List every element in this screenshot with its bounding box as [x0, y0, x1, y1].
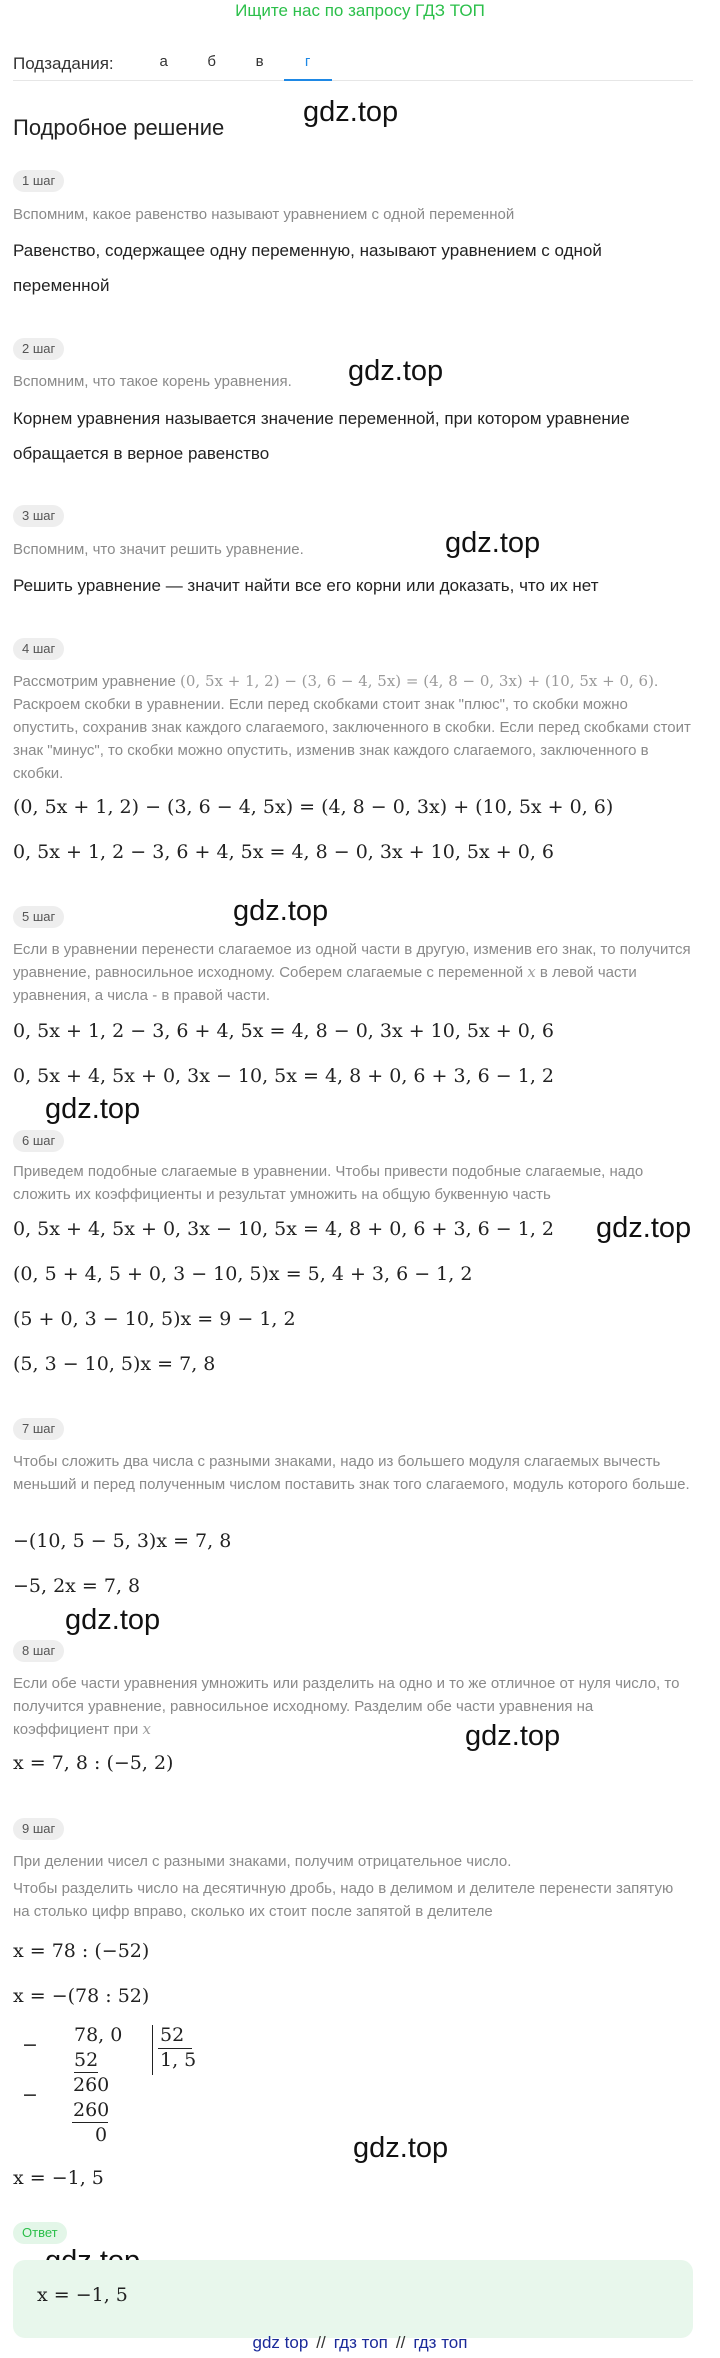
watermark: gdz.top	[465, 1720, 561, 1752]
watermark: gdz.top	[596, 1212, 692, 1244]
answer-value: x = −1, 5	[37, 2284, 128, 2306]
division-bar	[152, 2025, 153, 2075]
watermark: gdz.top	[303, 96, 399, 128]
step-badge: 6 шаг	[13, 1130, 64, 1152]
step-badge: 4 шаг	[13, 638, 64, 660]
answer-box	[13, 2260, 693, 2338]
footer-link[interactable]: gdz top	[252, 2333, 309, 2352]
division-quotient: 1, 5	[160, 2049, 197, 2071]
step-badge: 1 шаг	[13, 170, 64, 192]
division-final-remainder: 0	[95, 2124, 108, 2146]
step-text: Решить уравнение — значит найти все его корни или доказать, что их нет	[13, 576, 599, 595]
page-title: Подробное решение	[13, 115, 225, 140]
step-badge: 8 шаг	[13, 1640, 64, 1662]
step-badge: 7 шаг	[13, 1418, 64, 1440]
step-text: Равенство, содержащее одну переменную, называют уравнением с одной переменной	[13, 241, 602, 295]
step-badge: 2 шаг	[13, 338, 64, 360]
division-subtrahend: 260	[73, 2099, 110, 2121]
hint-text: Если в уравнении перенести слагаемое из одной части в другую, изменив его знак, то получится уравнение, равносильное исходному. Соберем слагаемые с переменной	[13, 941, 691, 981]
step-hint: Приведем подобные слагаемые в уравнении. Чтобы привести подобные слагаемые, надо сложить их коэффициенты и результат умножить на общую буквенную часть	[13, 1163, 644, 1203]
watermark: gdz.top	[348, 355, 444, 387]
hint-math: (0, 5x + 1, 2) − (3, 6 − 4, 5x) = (4, 8 − 0, 3x) + (10, 5x + 0, 6)	[180, 672, 654, 690]
step-badge: 5 шаг	[13, 906, 64, 928]
step-hint: Вспомним, какое равенство называют уравнением с одной переменной	[13, 206, 515, 223]
equation: −5, 2x = 7, 8	[13, 1575, 141, 1597]
watermark: gdz.top	[45, 1093, 141, 1125]
footer-link[interactable]: гдз топ	[333, 2333, 388, 2352]
step-hint	[13, 1672, 693, 1741]
division-remainder: 260	[73, 2074, 110, 2096]
step-hint: Чтобы сложить два числа с разными знаками, надо из большего модуля слагаемых вычесть меньший и перед полученным числом поставить знак того слагаемого, модуль которого больше.	[13, 1453, 690, 1493]
division-dividend: 78, 0	[74, 2024, 123, 2046]
equation: (5, 3 − 10, 5)x = 7, 8	[13, 1353, 216, 1375]
subtasks-label: Подзадания:	[13, 54, 114, 73]
step-text: Корнем уравнения называется значение переменной, при котором уравнение обращается в верное равенство	[13, 409, 630, 463]
step-badge: 9 шаг	[13, 1818, 64, 1840]
tab-a[interactable]: а	[159, 53, 168, 70]
tab-v[interactable]: в	[255, 53, 264, 70]
equation: 0, 5x + 4, 5x + 0, 3x − 10, 5x = 4, 8 + 0, 6 + 3, 6 − 1, 2	[13, 1218, 554, 1240]
footer-links	[0, 2333, 720, 2353]
division-line	[72, 2122, 108, 2123]
equation: 0, 5x + 1, 2 − 3, 6 + 4, 5x = 4, 8 − 0, 3x + 10, 5x + 0, 6	[13, 1020, 554, 1042]
equation: (0, 5 + 4, 5 + 0, 3 − 10, 5)x = 5, 4 + 3, 6 − 1, 2	[13, 1263, 473, 1285]
hint-text: . Раскроем скобки в уравнении. Если перед скобками стоит знак "плюс", то скобки можно опустить, сохранив знак каждого слагаемого, заключенного в скобки. Если перед скобками стоит знак "минус", то скобки можно опустить, изменив знак каждого слагаемого, заключенного в скобки.	[13, 673, 691, 782]
watermark: gdz.top	[353, 2132, 449, 2164]
hint-text: Рассмотрим уравнение	[13, 673, 181, 690]
hint-text: Если обе части уравнения умножить или разделить на одно и то же отличное от нуля число, то получится уравнение, равносильное исходному. Разделим обе части уравнения на коэффициент при	[13, 1675, 680, 1738]
step-hint	[13, 938, 693, 1007]
hint-var: x	[142, 1720, 151, 1738]
hint-text: в левой части уравнения, а числа - в правой части.	[13, 964, 637, 1004]
footer-separator: //	[395, 2333, 406, 2352]
step-hint: При делении чисел с разными знаками, получим отрицательное число.	[13, 1853, 512, 1870]
footer-link[interactable]: гдз топ	[413, 2333, 468, 2352]
watermark: gdz.top	[233, 895, 329, 927]
step-hint: Вспомним, что такое корень уравнения.	[13, 373, 292, 390]
equation: (0, 5x + 1, 2) − (3, 6 − 4, 5x) = (4, 8 − 0, 3x) + (10, 5x + 0, 6)	[13, 796, 614, 818]
equation: x = 78 : (−52)	[13, 1940, 150, 1962]
division-line	[74, 2072, 98, 2073]
equation: −(10, 5 − 5, 3)x = 7, 8	[13, 1530, 232, 1552]
tab-g[interactable]: г	[284, 48, 332, 80]
division-subtrahend: 52	[74, 2049, 99, 2071]
step-hint: Вспомним, что значит решить уравнение.	[13, 541, 304, 558]
tab-b[interactable]: б	[207, 53, 216, 70]
search-banner[interactable]: Ищите нас по запросу ГДЗ ТОП	[235, 1, 485, 20]
watermark: gdz.top	[445, 527, 541, 559]
equation: (5 + 0, 3 − 10, 5)x = 9 − 1, 2	[13, 1308, 296, 1330]
division-divisor: 52	[160, 2024, 185, 2046]
equation: 0, 5x + 4, 5x + 0, 3x − 10, 5x = 4, 8 + 0, 6 + 3, 6 − 1, 2	[13, 1065, 554, 1087]
hint-var: x	[527, 963, 536, 981]
division-minus: −	[22, 2084, 38, 2106]
subtasks-bar	[13, 48, 693, 81]
equation: x = 7, 8 : (−5, 2)	[13, 1752, 174, 1774]
equation: x = −1, 5	[13, 2167, 104, 2189]
watermark: gdz.top	[65, 1604, 161, 1636]
step-hint: Чтобы разделить число на десятичную дробь, надо в делимом и делителе перенести запятую на столько цифр вправо, сколько их стоит после запятой в делителе	[13, 1880, 674, 1920]
division-minus: −	[22, 2034, 38, 2056]
equation: x = −(78 : 52)	[13, 1985, 150, 2007]
equation: 0, 5x + 1, 2 − 3, 6 + 4, 5x = 4, 8 − 0, 3x + 10, 5x + 0, 6	[13, 841, 554, 863]
step-hint	[13, 670, 693, 785]
step-badge: 3 шаг	[13, 505, 64, 527]
answer-badge: Ответ	[13, 2222, 67, 2244]
footer-separator: //	[316, 2333, 326, 2352]
